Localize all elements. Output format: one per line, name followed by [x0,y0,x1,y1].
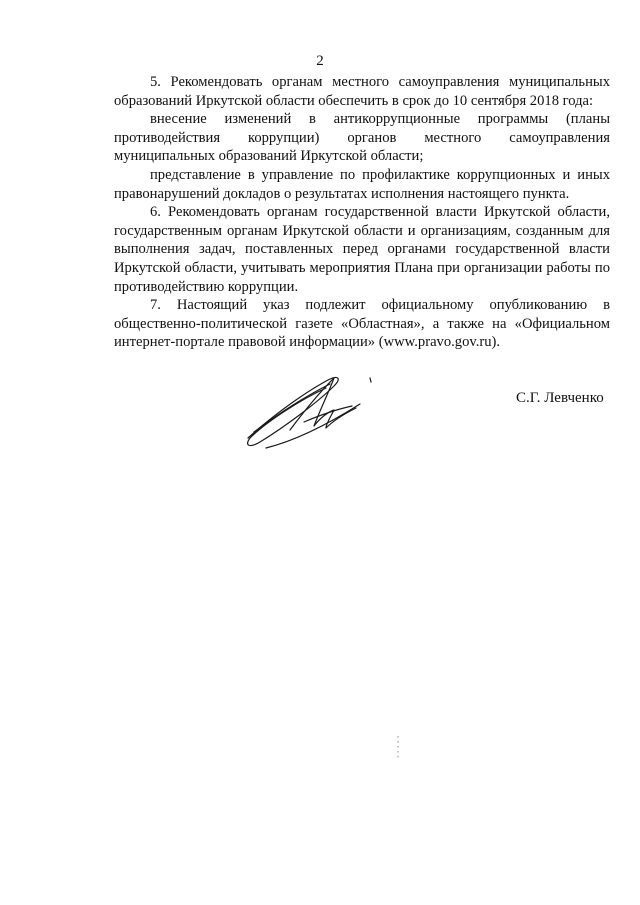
paragraph-item-5-first-point: внесение изменений в антикоррупционные программы (планы противодействия коррупции) органов местного самоуправления муниципальных образований Иркутской области; [114,111,610,165]
signer-name: С.Г. Левченко [516,390,604,406]
signature-icon [230,370,390,460]
paragraph-item-5: 5. Рекомендовать органам местного самоуправления муниципальных образований Иркутской области обеспечить в срок до 10 сентября 2018 года: [114,74,610,109]
paragraph-item-7: 7. Настоящий указ подлежит официальному опубликованию в общественно-политической газете «Областная», а также на «Официальном интернет-портале правовой информации» (www.pravo.gov.ru). [114,297,610,351]
paragraph-item-5-second-point: представление в управление по профилактике коррупционных и иных правонарушений докладов о результатах исполнения настоящего пункта. [114,166,610,202]
page-number: 2 [316,53,324,69]
scan-artifact [397,736,399,758]
paragraph-item-6: 6. Рекомендовать органам государственной власти Иркутской области, государственным органам Иркутской области и организациям, созданным для выполнения задач, поставленных перед органами государственной власти Иркутской области, учитывать мероприятия Плана при организации работы по противодействию коррупции. [114,204,610,295]
document-body [114,73,610,352]
